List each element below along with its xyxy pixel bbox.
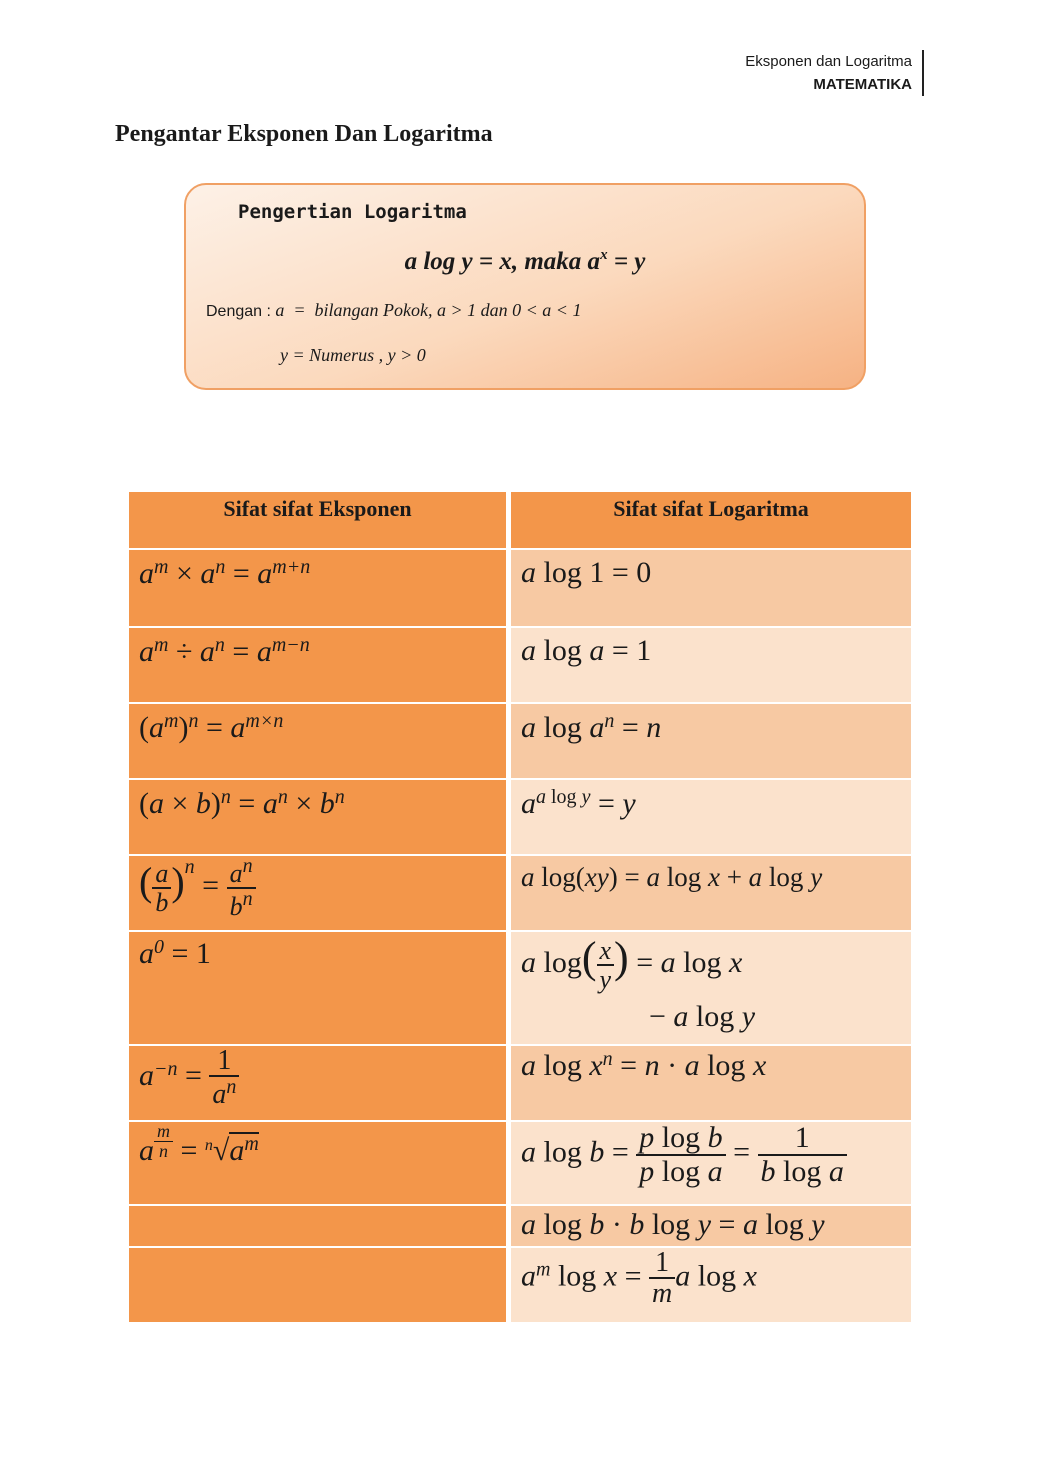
eksponen-formula: a $^{\frac{m}{n}}$ = $^n√a^m$ <box>139 1121 259 1167</box>
table-row <box>129 930 911 1044</box>
logaritma-formula: a log 1 = 0 <box>521 556 652 589</box>
eksponen-formula: $(a \times b)^n = a^n \times b^n$ <box>139 786 345 820</box>
logaritma-formula: a $\log x^n = n \cdot a$ log x <box>521 1048 767 1082</box>
eksponen-formula: $a^{-n}$ = $\frac{1}{a^n}$ <box>139 1046 239 1110</box>
eksponen-formula: $(a^m)^n = a^{m\times n}$ <box>139 710 284 744</box>
eksponen-formula: ( $\frac{a}{b}$ )$^n$ = $\frac{a^n}{b^n}$ <box>139 856 256 921</box>
definition-heading: Pengertian Logaritma <box>238 201 467 223</box>
header-eksponen: Sifat sifat Eksponen <box>129 492 506 548</box>
logaritma-formula-continued: − a log y <box>649 1000 756 1033</box>
table-header-row <box>129 492 911 548</box>
header-course: MATEMATIKA <box>813 76 912 93</box>
logaritma-formula: a log b · b log y = a log y <box>521 1208 825 1241</box>
page-header <box>745 50 924 96</box>
page-title: Pengantar Eksponen Dan Logaritma <box>115 121 493 147</box>
table-row <box>129 548 911 626</box>
logaritma-formula: a log b = $\frac{\text{p log b}}{\text{p log a}}$ = $\frac{1}{\text{b log a}}$ <box>521 1122 847 1187</box>
logaritma-formula: $a^m$ log x = $\frac{1}{m}$ a log x <box>521 1247 757 1310</box>
table-row <box>129 1120 911 1204</box>
table-row <box>129 778 911 854</box>
eksponen-formula: $a^m \times a^n = a^{m+n}$ <box>139 556 311 590</box>
logaritma-formula: a log a = 1 <box>521 634 652 667</box>
header-subject: Eksponen dan Logaritma <box>745 53 912 70</box>
logaritma-formula: a log( $\frac{x}{y}$ ) = a log x <box>521 933 743 995</box>
table-row <box>129 1044 911 1120</box>
logaritma-formula: a $\log a^n = n$ <box>521 710 662 744</box>
definition-box <box>184 183 866 390</box>
logaritma-formula: a log(xy) = a log x + a log y <box>521 862 823 892</box>
definition-base-line: Dengan : a = bilangan Pokok, a > 1 dan 0 < a < 1 <box>206 300 582 320</box>
table-row <box>129 626 911 702</box>
table-row <box>129 702 911 778</box>
eksponen-formula: $a^0 = 1$ <box>139 936 211 970</box>
table-row <box>129 854 911 930</box>
table-row <box>129 1246 911 1322</box>
definition-numerus-line: y = Numerus , y > 0 <box>280 345 426 365</box>
properties-table <box>129 492 911 1322</box>
header-logaritma: Sifat sifat Logaritma <box>511 492 911 548</box>
definition-formula: a log y = x, maka $a^x = y$ <box>404 247 646 275</box>
table-row <box>129 1204 911 1246</box>
eksponen-formula: $a^m \div a^n = a^{m-n}$ <box>139 634 310 668</box>
logaritma-formula: $a^{a log y} = y$ <box>521 786 636 820</box>
